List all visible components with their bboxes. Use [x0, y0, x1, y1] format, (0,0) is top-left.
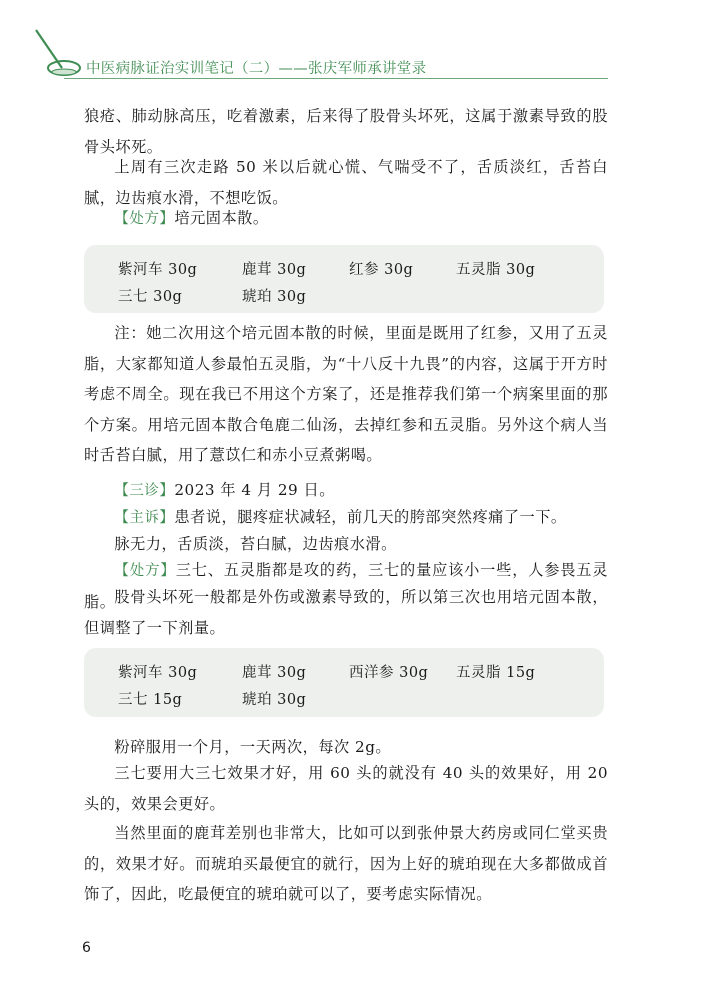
formula-item: 琥珀 30g: [242, 692, 307, 708]
formula-item: 紫河车 30g: [118, 665, 198, 681]
book-title: 中医病脉证治实训笔记（二）——张庆军师承讲堂录: [86, 61, 427, 77]
paragraph-sanqi: 三七要用大三七效果才好，用 60 头的就没有 40 头的效果好，用 20 头的，效果会更好。: [84, 764, 608, 813]
page-header: [0, 0, 708, 90]
formula-item: 三七 30g: [118, 289, 183, 305]
paragraph-pulse: 脉无力，舌质淡，苔白腻，边齿痕水滑。: [114, 535, 397, 553]
prescription-text: 培元固本散。: [174, 209, 269, 227]
complaint-tag: 【主诉】: [114, 510, 175, 526]
paragraph-note: 注：她二次用这个培元固本散的时候，里面是既用了红参，又用了五灵脂，大家都知道人参最怕五灵脂，为“十八反十九畏”的内容，这属于开方时考虑不周全。现在我已不用这个方案了，还是推荐我们第一个病案里面的那个方案。用培元固本散合龟鹿二仙汤，去掉红参和五灵脂。另外这个病人当时舌苔白腻，用了薏苡仁和赤小豆煮粥喝。: [84, 324, 608, 464]
paragraph-history: 狼疮、肺动脉高压，吃着激素，后来得了股骨头坏死，这属于激素导致的股骨头坏死。: [84, 107, 608, 156]
complaint-text: 患者说，腿疼症状减轻，前几天的胯部突然疼痛了一下。: [174, 508, 567, 526]
formula-box-1: [84, 245, 604, 313]
formula-item: 西洋参 30g: [349, 665, 429, 681]
prescription-line-1: [84, 203, 608, 235]
paragraph-symptoms: 上周有三次走路 50 米以后就心慌、气喘受不了，舌质淡红，舌苔白腻，边齿痕水滑，不想吃饭。: [84, 158, 608, 207]
visit-date: 2023 年 4 月 29 日。: [174, 481, 335, 499]
formula-item: 紫河车 30g: [118, 262, 198, 278]
visit-tag: 【三诊】: [114, 483, 175, 499]
prescription-text: 三七、五灵脂都是攻的药，三七的量应该小一些，人参畏五灵脂。: [84, 561, 609, 611]
paragraph-bone: 股骨头坏死一般都是外伤或激素导致的，所以第三次也用培元固本散，但调整了一下剂量。: [84, 588, 608, 637]
header-rule: [64, 78, 608, 79]
formula-item: 琥珀 30g: [242, 289, 307, 305]
formula-box-2: [84, 648, 604, 717]
formula-item: 红参 30g: [349, 262, 414, 278]
prescription-tag: 【处方】: [114, 211, 175, 227]
page-number: 6: [82, 940, 91, 956]
formula-item: 鹿茸 30g: [242, 665, 307, 681]
paragraph-dose: 粉碎服用一个月，一天两次，每次 2g。: [114, 738, 392, 756]
formula-item: 五灵脂 30g: [456, 262, 536, 278]
mortar-pestle-icon: [32, 28, 84, 80]
formula-item: 鹿茸 30g: [242, 262, 307, 278]
paragraph-lurong: 当然里面的鹿茸差别也非常大，比如可以到张仲景大药房或同仁堂买贵的，效果才好。而琥珀买最便宜的就行，因为上好的琥珀现在大多都做成首饰了，因此，吃最便宜的琥珀就可以了，要考虑实际情况。: [84, 824, 608, 903]
formula-item: 五灵脂 15g: [456, 665, 536, 681]
prescription-tag: 【处方】: [114, 563, 176, 579]
formula-item: 三七 15g: [118, 692, 183, 708]
